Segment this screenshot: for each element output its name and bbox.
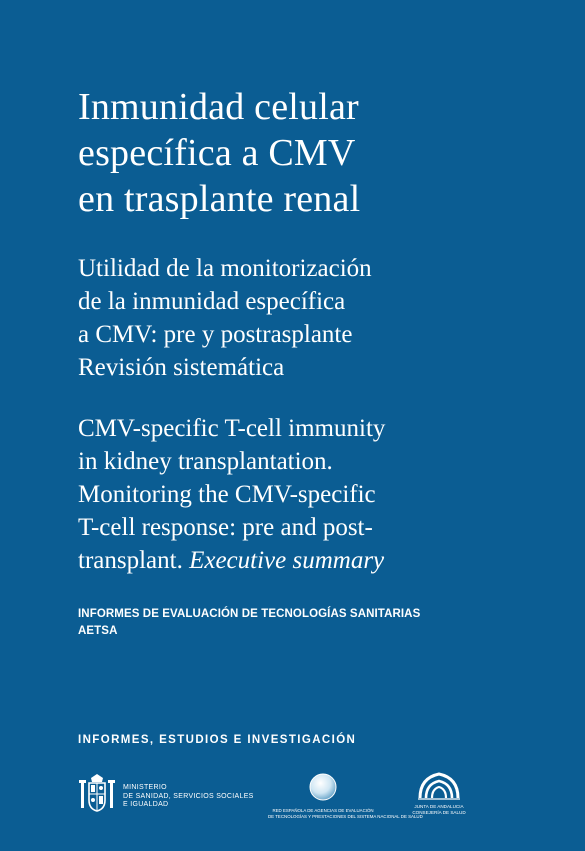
ministerio-line: MINISTERIO <box>123 784 167 791</box>
red-agencias-line: DE TECNOLOGÍAS Y PRESTACIONES DEL SISTEMA NACIONAL DE SALUD <box>268 813 423 819</box>
subtitle-line: in kidney transplantation. <box>78 448 333 475</box>
junta-andalucia-logo <box>408 768 470 828</box>
title-line: en trasplante renal <box>78 178 361 220</box>
red-agencias-line: RED ESPAÑOLA DE AGENCIAS DE EVALUACIÓN <box>272 808 374 813</box>
junta-line: CONSEJERÍA DE SALUD <box>412 810 466 815</box>
collection-name: INFORMES, ESTUDIOS E INVESTIGACIÓN <box>78 734 357 746</box>
ministerio-line: DE SANIDAD, SERVICIOS SOCIALES <box>123 792 254 800</box>
junta-andalucia-name <box>408 804 470 816</box>
series-acronym: AETSA <box>78 625 118 637</box>
subtitle-line: Revisión sistemática <box>78 354 285 381</box>
red-agencias-logo <box>268 768 423 828</box>
junta-line: JUNTA DE ANDALUCIA <box>414 804 464 809</box>
logo-strip <box>0 760 585 840</box>
series-line: INFORMES DE EVALUACIÓN DE TECNOLOGÍAS SANITARIAS <box>78 608 421 620</box>
subtitle-line: Monitoring the CMV-specific <box>78 481 376 508</box>
ministerio-line: E IGUALDAD <box>123 801 169 808</box>
red-agencias-globe-icon <box>308 772 338 802</box>
subtitle-plain-text: transplant. <box>78 547 190 574</box>
junta-andalucia-arches-icon <box>416 770 462 800</box>
report-title <box>78 84 558 222</box>
subtitle-line: CMV-specific T-cell immunity <box>78 415 386 442</box>
series-name <box>78 606 558 640</box>
subtitle-line: de la inmunidad específica <box>78 288 346 315</box>
ministerio-name <box>123 784 254 810</box>
spain-coat-of-arms-icon <box>78 774 116 814</box>
red-agencias-name <box>268 808 423 819</box>
subtitle-line: Utilidad de la monitorización <box>78 255 372 282</box>
subtitle-line-last <box>78 544 558 577</box>
subtitle-line: T-cell response: pre and post- <box>78 514 373 541</box>
subtitle-english <box>78 412 558 577</box>
subtitle-line: a CMV: pre y postrasplante <box>78 321 353 348</box>
title-line: específica a CMV <box>78 132 356 174</box>
executive-summary-label: Executive summary <box>189 547 385 574</box>
subtitle-spanish <box>78 252 558 384</box>
title-line: Inmunidad celular <box>78 86 359 128</box>
ministerio-logo <box>78 768 268 822</box>
